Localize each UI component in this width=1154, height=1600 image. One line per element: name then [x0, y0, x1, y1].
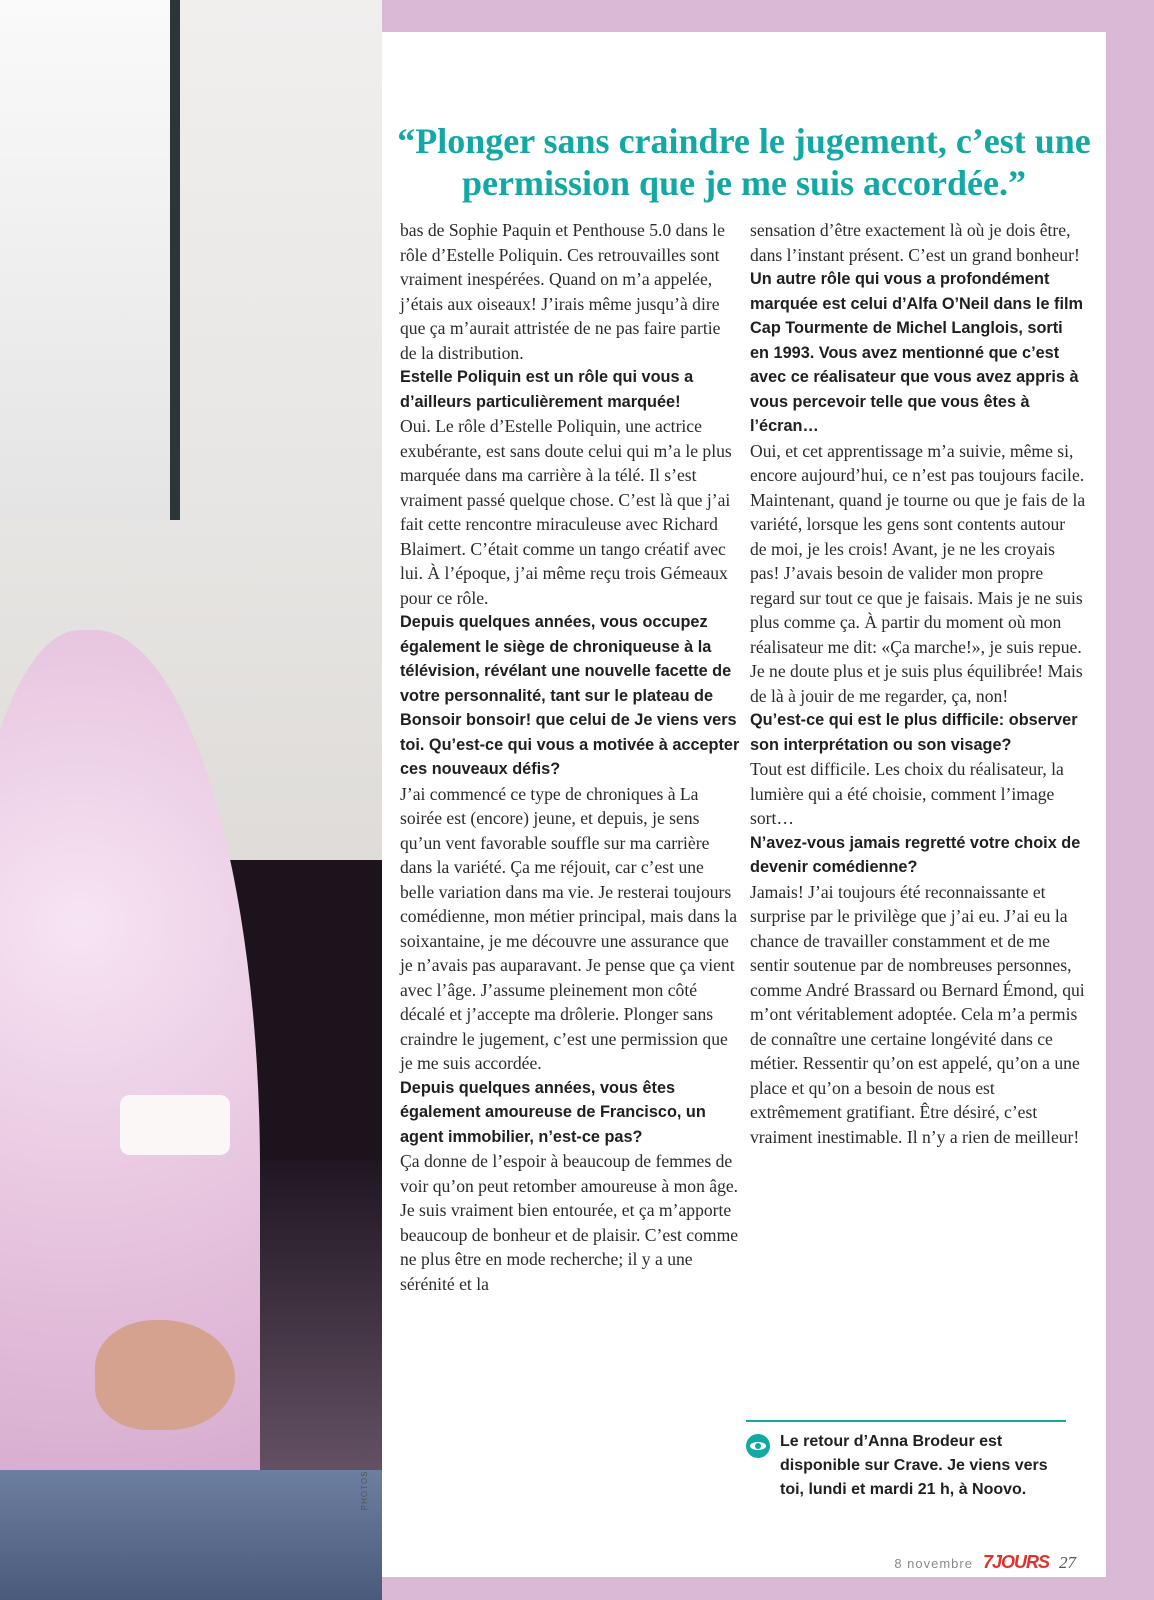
answer-paragraph: Jamais! J’ai toujours été reconnaissante et surprise par le privilège que j’ai eu. J’ai eu la chance de travailler constamment et de me sentir soutenue par de nombreuses personnes, comme André Brassard ou Bernard Émond, qui m’ont véritablement adoptée. Cela m’a permis de connaître une certaine longévité dans ce métier. Ressentir qu’on est appelé, qu’on a une place et qu’on a besoin de nous est extrêmement gratifiant. Être désiré, c’est vraiment inestimable. Il n’y a rien de meilleur! [750, 881, 1085, 1147]
photo-credit: PHOTOS: (C) [360, 1450, 369, 1511]
answer-paragraph: J’ai commencé ce type de chroniques à La soirée est (encore) jeune, et depuis, je sens qu’un vent favorable souffle sur ma carrière dans la variété. Ça me réjouit, car c’est une belle variation dans ma vie. Je resterai toujours comédienne, mon métier principal, mais dans la soixantaine, je me découvre une assurance que je n’avais pas auparavant. Je pense que ça vient avec l’âge. J’assume pleinement mon côté décalé et j’accepte ma drôlerie. Plonger sans craindre le jugement, c’est une permission que je me suis accordée. [400, 783, 738, 1073]
answer-paragraph: Ça donne de l’espoir à beaucoup de femmes de voir qu’on peut retomber amoureuse à mon âge. Je suis vraiment bien entourée, et ça m’apporte beaucoup de bonheur et de plaisir. C’est comme ne plus être en mode recherche; il y a une sérénité et la [400, 1151, 739, 1294]
issue-date: 8 novembre [894, 1556, 973, 1571]
question-paragraph: Depuis quelques années, vous occupez également le siège de chroniqueuse à la télévision, révélant une nouvelle facette de votre personnalité, tant sur le plateau de Bonsoir bonsoir! que celui de Je viens vers toi. Qu’est-ce qui vous a motivée à accepter ces nouveaux défis? [400, 613, 740, 778]
question-paragraph: N’avez-vous jamais regretté votre choix de devenir comédienne? [750, 833, 1081, 876]
jeans [0, 1470, 382, 1600]
question-paragraph: Depuis quelques années, vous êtes également amoureuse de Francisco, un agent immobilier, n’est-ce pas? [400, 1078, 706, 1146]
column-right [750, 218, 1086, 1149]
question-paragraph: Un autre rôle qui vous a profondément marquée est celui d’Alfa O’Neil dans le film Cap Tourmente de Michel Langlois, sorti en 1993. Vous avez mentionné que c’est avec ce réalisateur que vous avez appris à vous percevoir telle que vous êtes à l’écran… [750, 270, 1083, 435]
answer-paragraph: Tout est difficile. Les choix du réalisateur, la lumière qui a été choisie, comment l’image sort… [750, 759, 1064, 828]
broadcast-info-box [746, 1420, 1066, 1502]
question-paragraph: Estelle Poliquin est un rôle qui vous a d’ailleurs particulièrement marquée! [400, 368, 694, 411]
shirt-cuff [120, 1095, 230, 1155]
column-left [400, 218, 740, 1296]
answer-paragraph: Oui. Le rôle d’Estelle Poliquin, une actrice exubérante, est sans doute celui qui m’a le plus marquée dans ma carrière à la télé. Il s’est vraiment passé quelque chose. C’est là que j’ai fait cette rencontre miraculeuse avec Richard Blaimert. C’était comme un tango créatif avec lui. À l’époque, j’ai même reçu trois Gémeaux pour ce rôle. [400, 416, 732, 608]
broadcast-info-text: Le retour d’Anna Brodeur est disponible sur Crave. Je viens vers toi, lundi et mardi 21 h, à Noovo. [780, 1433, 1048, 1498]
pull-quote: “Plonger sans craindre le jugement, c’est une permission que je me suis accordée.” [397, 121, 1091, 203]
question-paragraph: Qu’est-ce qui est le plus difficile: observer son interprétation ou son visage? [750, 711, 1078, 754]
magazine-logo: 7JOURS [982, 1552, 1049, 1572]
answer-paragraph: bas de Sophie Paquin et Penthouse 5.0 dans le rôle d’Estelle Poliquin. Ces retrouvailles sont vraiment inespérées. Quand on m’a appelée, j’étais aux oiseaux! J’irais même jusqu’à dire que ça m’aurait attristée de ne pas faire partie de la distribution. [400, 220, 725, 363]
article-page [382, 32, 1106, 1577]
page-number: 27 [1059, 1553, 1076, 1572]
portrait-photo [0, 0, 382, 1600]
answer-paragraph: Oui, et cet apprentissage m’a suivie, même si, encore aujourd’hui, ce n’est pas toujours facile. Maintenant, quand je tourne ou que je fais de la variété, lorsque les gens sont contents autour de moi, je les crois! Avant, je ne les croyais pas! J’avais besoin de valider mon propre regard sur tout ce que je faisais. Mais je ne suis plus comme ça. À partir du moment où mon réalisateur me dit: «Ça marche!», je suis repue. Je ne doute plus et je suis plus équilibrée! Mais de là à jouir de me regarder, ça, non! [750, 440, 1086, 706]
page-footer [894, 1552, 1076, 1573]
answer-paragraph: sensation d’être exactement là où je dois être, dans l’instant présent. C’est un grand bonheur! [750, 220, 1080, 265]
hand-with-ring [95, 1320, 235, 1430]
window-backdrop [0, 0, 180, 520]
eye-icon [746, 1434, 770, 1458]
